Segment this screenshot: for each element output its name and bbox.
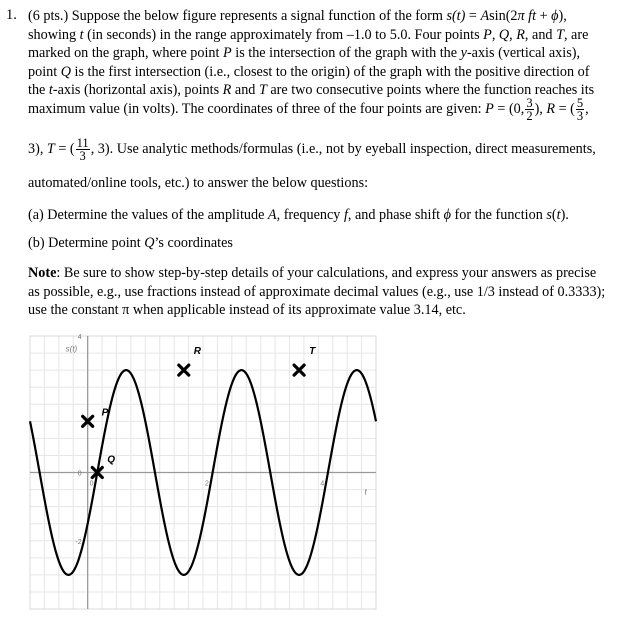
- fraction-p: $\frac{3}{2}$: [526, 96, 533, 124]
- coordinates-line-2: 3), T = ( $\frac{11}{3}$ , 3). Use analytic methods/formulas (i.e., not by eyeball inspection, direct measurements,: [28, 136, 596, 164]
- x-tick-label: 0: [89, 480, 94, 488]
- note-label: Note: [28, 265, 57, 281]
- part-a: (a) Determine the values of the amplitude A, frequency f, and phase shift ϕ for the function s(t).: [28, 207, 569, 223]
- chart-marks: [83, 346, 316, 477]
- y-tick-label: 0: [77, 470, 82, 478]
- x-tick-label: 4: [320, 480, 325, 488]
- intro-line-1: (6 pts.) Suppose the below figure represents a signal function of the form s(t) = Asin(2π ft + ϕ),: [28, 8, 567, 24]
- instructions-line: automated/online tools, etc.) to answer the below questions:: [28, 175, 369, 191]
- point-label-q: Q: [107, 454, 116, 466]
- point-label-p: P: [101, 407, 109, 419]
- intro-line-4: point Q is the first intersection (i.e., closest to the origin) of the graph with the positive direction of: [28, 63, 590, 80]
- intro-line-3: marked on the graph, where point P is the intersection of the graph with the y-axis (vertical axis),: [28, 45, 580, 62]
- part-b: (b) Determine point Q’s coordinates: [28, 235, 233, 251]
- y-tick-label: 4: [77, 334, 82, 341]
- point-label-t: T: [309, 346, 316, 358]
- fraction-r: $\frac{5}{3}$: [576, 96, 584, 124]
- y-axis-label: s(t): [65, 344, 78, 354]
- note: Note: Be sure to show step-by-step details of your calculations, and express your answers as precise as possible, e.g., use fractions instead of approximate decimal values (e.g., use 1/3 instead of 0.3333); use the constant π when applicable instead of its approximate value 3.14, etc.: [28, 265, 606, 319]
- question-number: 1.: [6, 7, 17, 23]
- fraction-t: $\frac{11}{3}$: [76, 136, 89, 164]
- intro-line-5: the t-axis (horizontal axis), points R and T are two consecutive points where the function reaches its: [28, 82, 595, 99]
- y-tick-label: -2: [75, 538, 82, 546]
- intro-line-2: showing t (in seconds) in the range approximately from –1.0 to 5.0. Four points P, Q, R, and T, are: [28, 26, 589, 43]
- point-label-r: R: [193, 346, 202, 358]
- x-tick-label: 2: [205, 480, 209, 488]
- coordinates-line: maximum value (in volts). The coordinates of three of the four points are given: P = (0, $\frac{3}{2}$ ), R = ( $\frac{5}{3}$ ,: [28, 96, 589, 124]
- x-axis-label: t: [364, 487, 367, 497]
